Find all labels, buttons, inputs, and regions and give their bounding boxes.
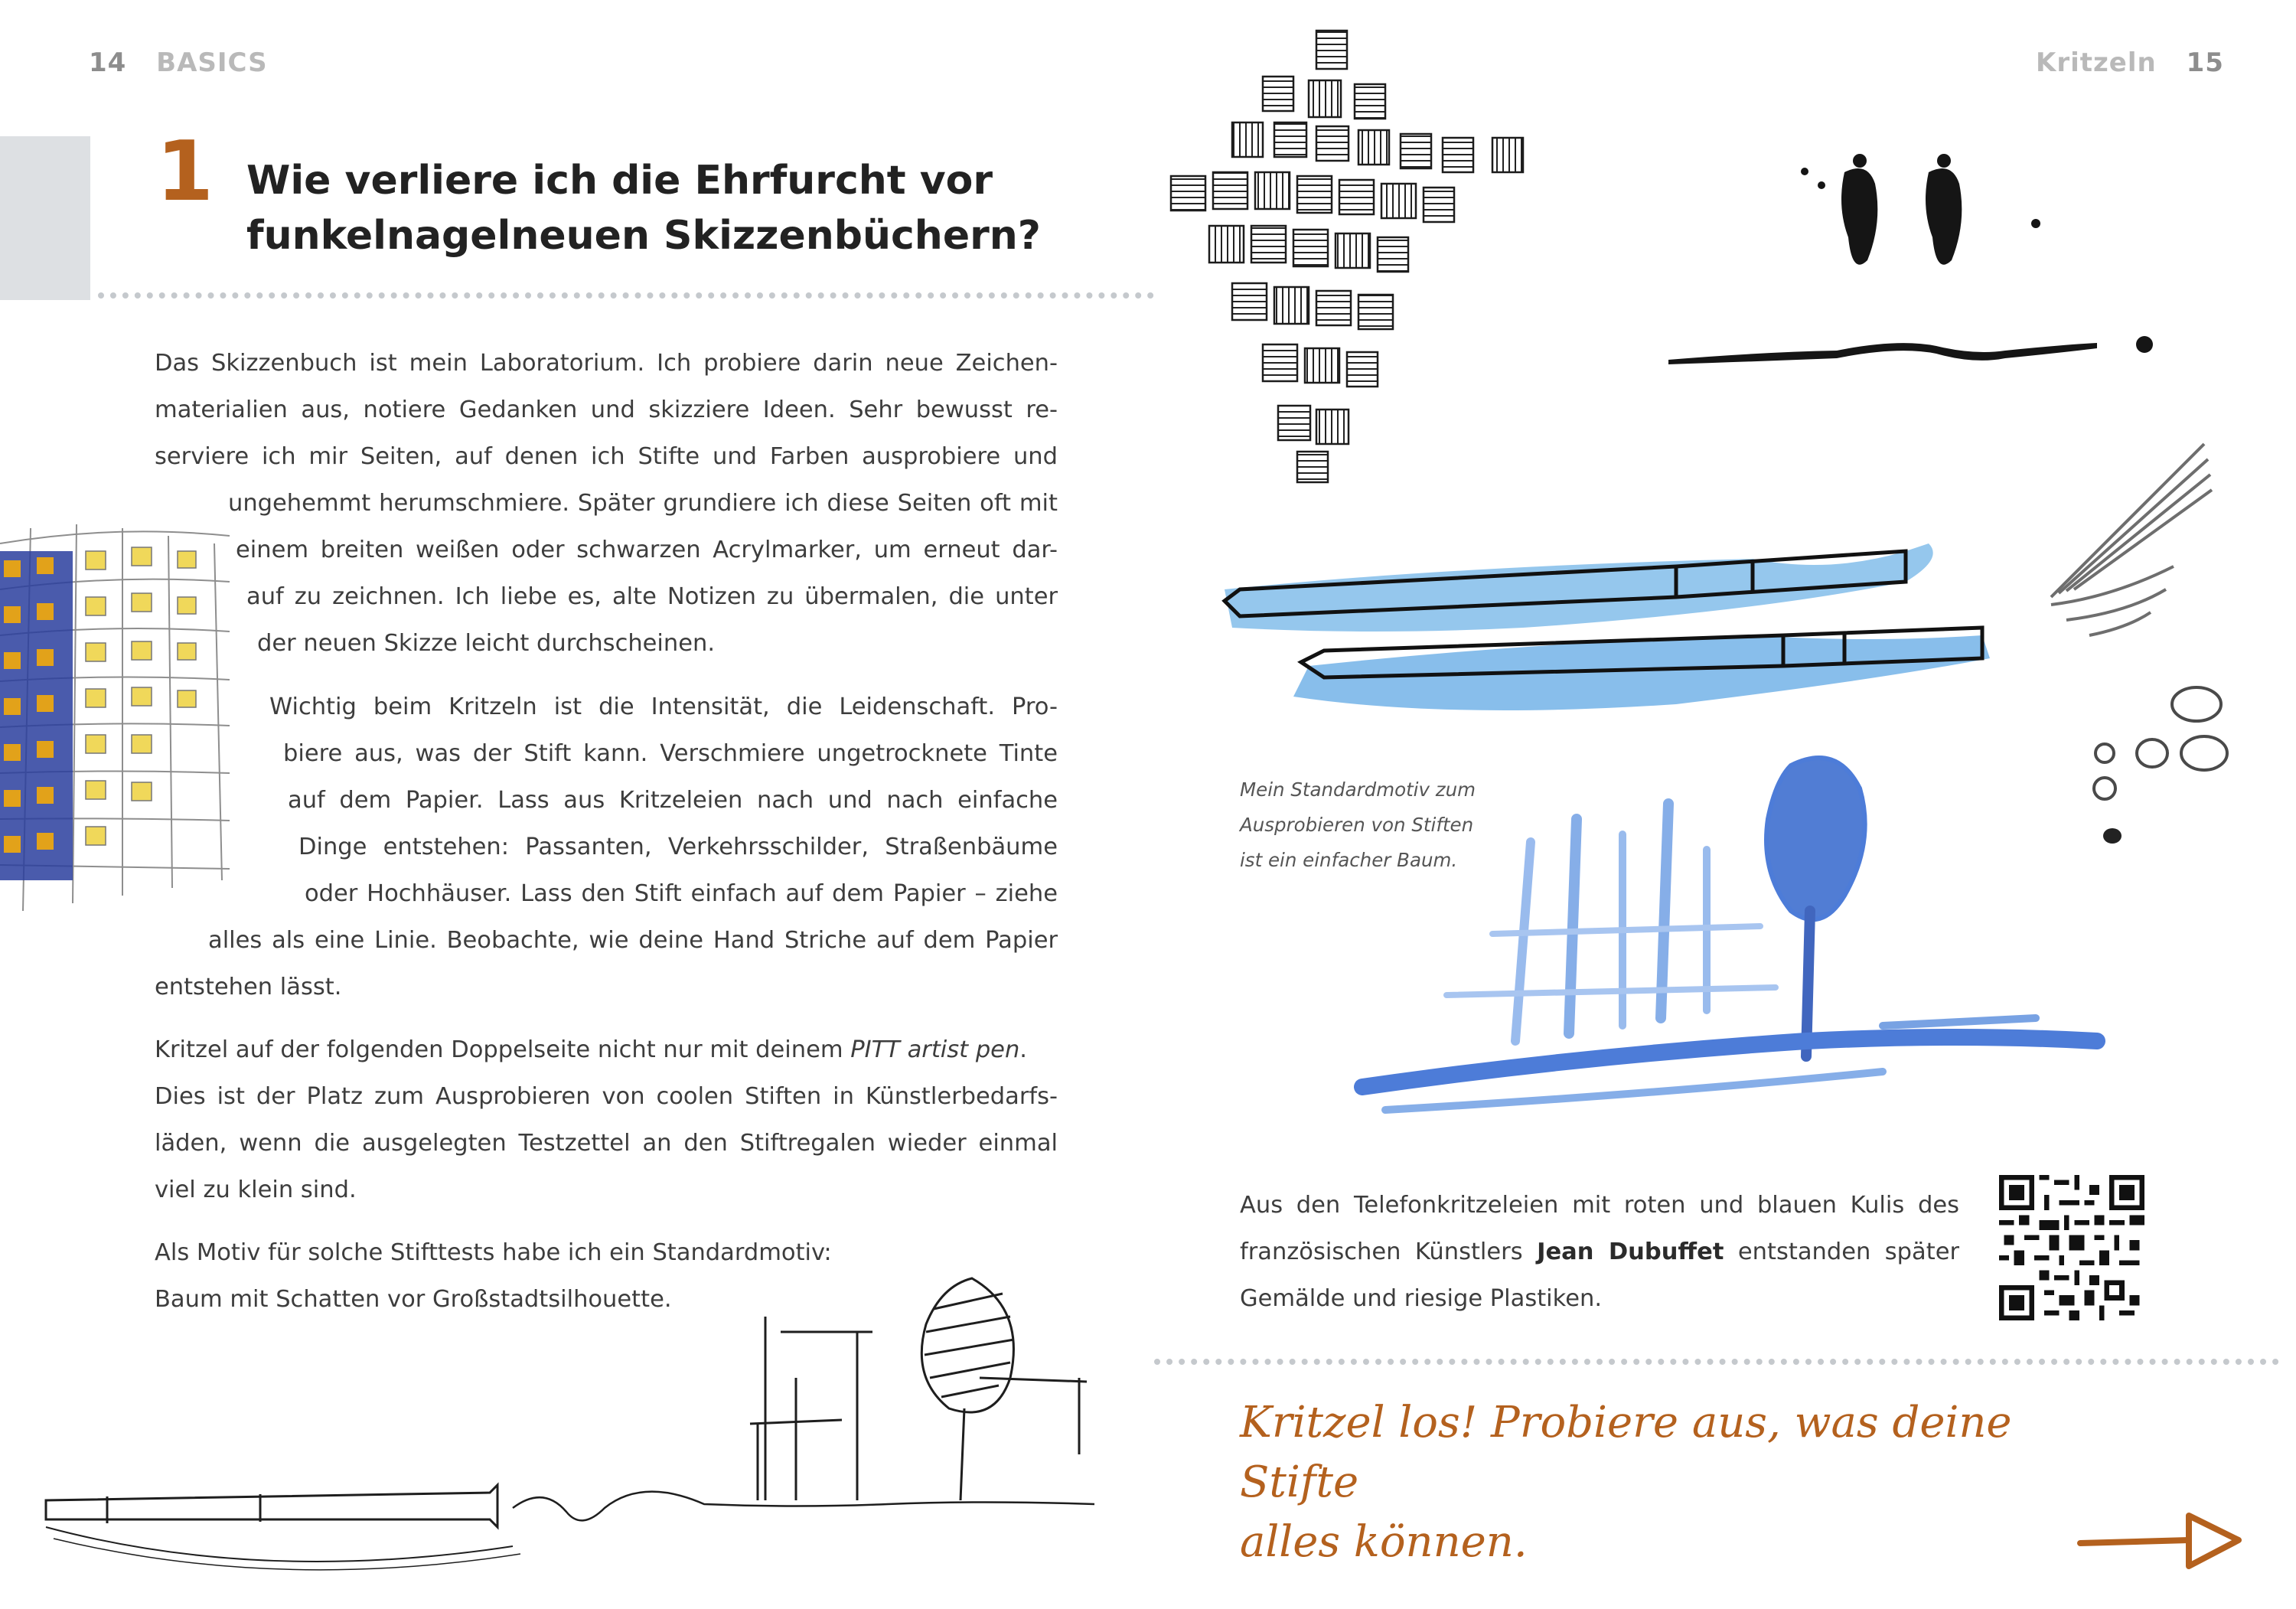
title-line-1: Wie verliere ich die Ehrfurcht vor: [246, 158, 993, 204]
right-page-number: 15: [2186, 47, 2224, 78]
p1-line: ungehemmt herumschmiere. Später grundiere ich diese Seiten oft mit: [228, 490, 1058, 517]
paragraph-3: [155, 1026, 1058, 1213]
blue-tree-sketch: [1347, 735, 2112, 1133]
left-section-label: BASICS: [156, 47, 268, 78]
p1-line: auf zu zeichnen. Ich liebe es, alte Notizen zu übermalen, die unter: [246, 583, 1058, 610]
right-section-label: Kritzeln: [2036, 47, 2157, 78]
p3-line-2: Dies ist der Platz zum Ausprobieren von coolen Stiften in Künstlerbedarfs-: [155, 1083, 1058, 1110]
figures-ink-sketch: [1607, 138, 2189, 413]
paragraph-1: [155, 340, 1058, 667]
left-divider: [98, 292, 1154, 299]
info-line-3: Gemälde und riesige Plastiken.: [1240, 1285, 1603, 1312]
p2-line: auf dem Papier. Lass aus Kritzeleien nach und nach einfache: [288, 787, 1058, 814]
p4-line: Als Motiv für solche Stifttests habe ich ein Standardmotiv:: [155, 1239, 832, 1266]
p1-line: serviere ich mir Seiten, auf denen ich Stifte und Farben ausprobiere und: [155, 443, 1058, 470]
p2-line: biere aus, was der Stift kann. Verschmiere ungetrocknete Tinte: [283, 740, 1058, 767]
caption-line: ist ein einfacher Baum.: [1240, 849, 1458, 871]
p3-line-3: läden, wenn die ausgelegten Testzettel an den Stiftregalen wieder einmal: [155, 1130, 1058, 1157]
gray-scribble: [2036, 429, 2219, 643]
title-line-2: funkelnagelneuen Skizzenbüchern?: [246, 213, 1041, 259]
p1-line: Das Skizzenbuch ist mein Laboratorium. Ich probiere darin neue Zeichen-: [155, 350, 1058, 377]
pen-name: PITT artist pen: [850, 1036, 1020, 1063]
side-tab: [0, 136, 90, 300]
right-divider: [1154, 1359, 2279, 1365]
colored-grid-sketch: [0, 521, 245, 919]
left-page-number: 14: [89, 47, 127, 78]
page-title: [246, 153, 1127, 263]
hatched-squares-sketch: [1163, 23, 1561, 498]
p1-line: der neuen Skizze leicht durchscheinen.: [257, 630, 716, 657]
left-folio: [89, 47, 268, 78]
qr-code[interactable]: [1999, 1175, 2144, 1320]
next-page-arrow-icon[interactable]: [2074, 1506, 2250, 1575]
caption-line: Ausprobieren von Stiften: [1240, 814, 1474, 836]
callout-line: Kritzel los! Probiere aus, was deine Stifte: [1240, 1398, 2012, 1507]
info-line-2: französischen Künstlers Jean Dubuffet entstanden später: [1240, 1239, 1959, 1265]
callout-line: alles können.: [1240, 1517, 1528, 1567]
right-folio: [2036, 47, 2224, 78]
p2-line: Dinge entstehen: Passanten, Verkehrsschilder, Straßenbäume: [298, 834, 1058, 860]
p4-line: Baum mit Schatten vor Großstadtsilhouette.: [155, 1286, 672, 1313]
p3-line-4: viel zu klein sind.: [155, 1177, 357, 1203]
p2-line: entstehen lässt.: [155, 974, 342, 1000]
question-number: 1: [156, 124, 214, 220]
p3-line-1: Kritzel auf der folgenden Doppelseite nicht nur mit deinem PITT artist pen.: [155, 1036, 1027, 1063]
markers-sketch: [1217, 528, 2013, 735]
pen-tree-sketch: [31, 1225, 1117, 1577]
callout: [1240, 1393, 2082, 1572]
p2-line: oder Hochhäuser. Lass den Stift einfach auf dem Papier – ziehe: [305, 880, 1058, 907]
p1-line: materialien aus, notiere Gedanken und skizziere Ideen. Sehr bewusst re-: [155, 397, 1058, 423]
paragraph-2: [155, 684, 1058, 1010]
artist-name: Jean Dubuffet: [1537, 1239, 1724, 1265]
p2-line: alles als eine Linie. Beobachte, wie deine Hand Striche auf dem Papier: [208, 927, 1058, 954]
caption-line: Mein Standardmotiv zum: [1240, 778, 1476, 801]
p2-line: Wichtig beim Kritzeln ist die Intensität, die Leidenschaft. Pro-: [269, 694, 1058, 720]
info-line-1: Aus den Telefonkritzeleien mit roten und blauen Kulis des: [1240, 1192, 1959, 1219]
p1-line: einem breiten weißen oder schwarzen Acrylmarker, um erneut dar-: [236, 537, 1058, 563]
info-text: [1240, 1182, 1959, 1322]
